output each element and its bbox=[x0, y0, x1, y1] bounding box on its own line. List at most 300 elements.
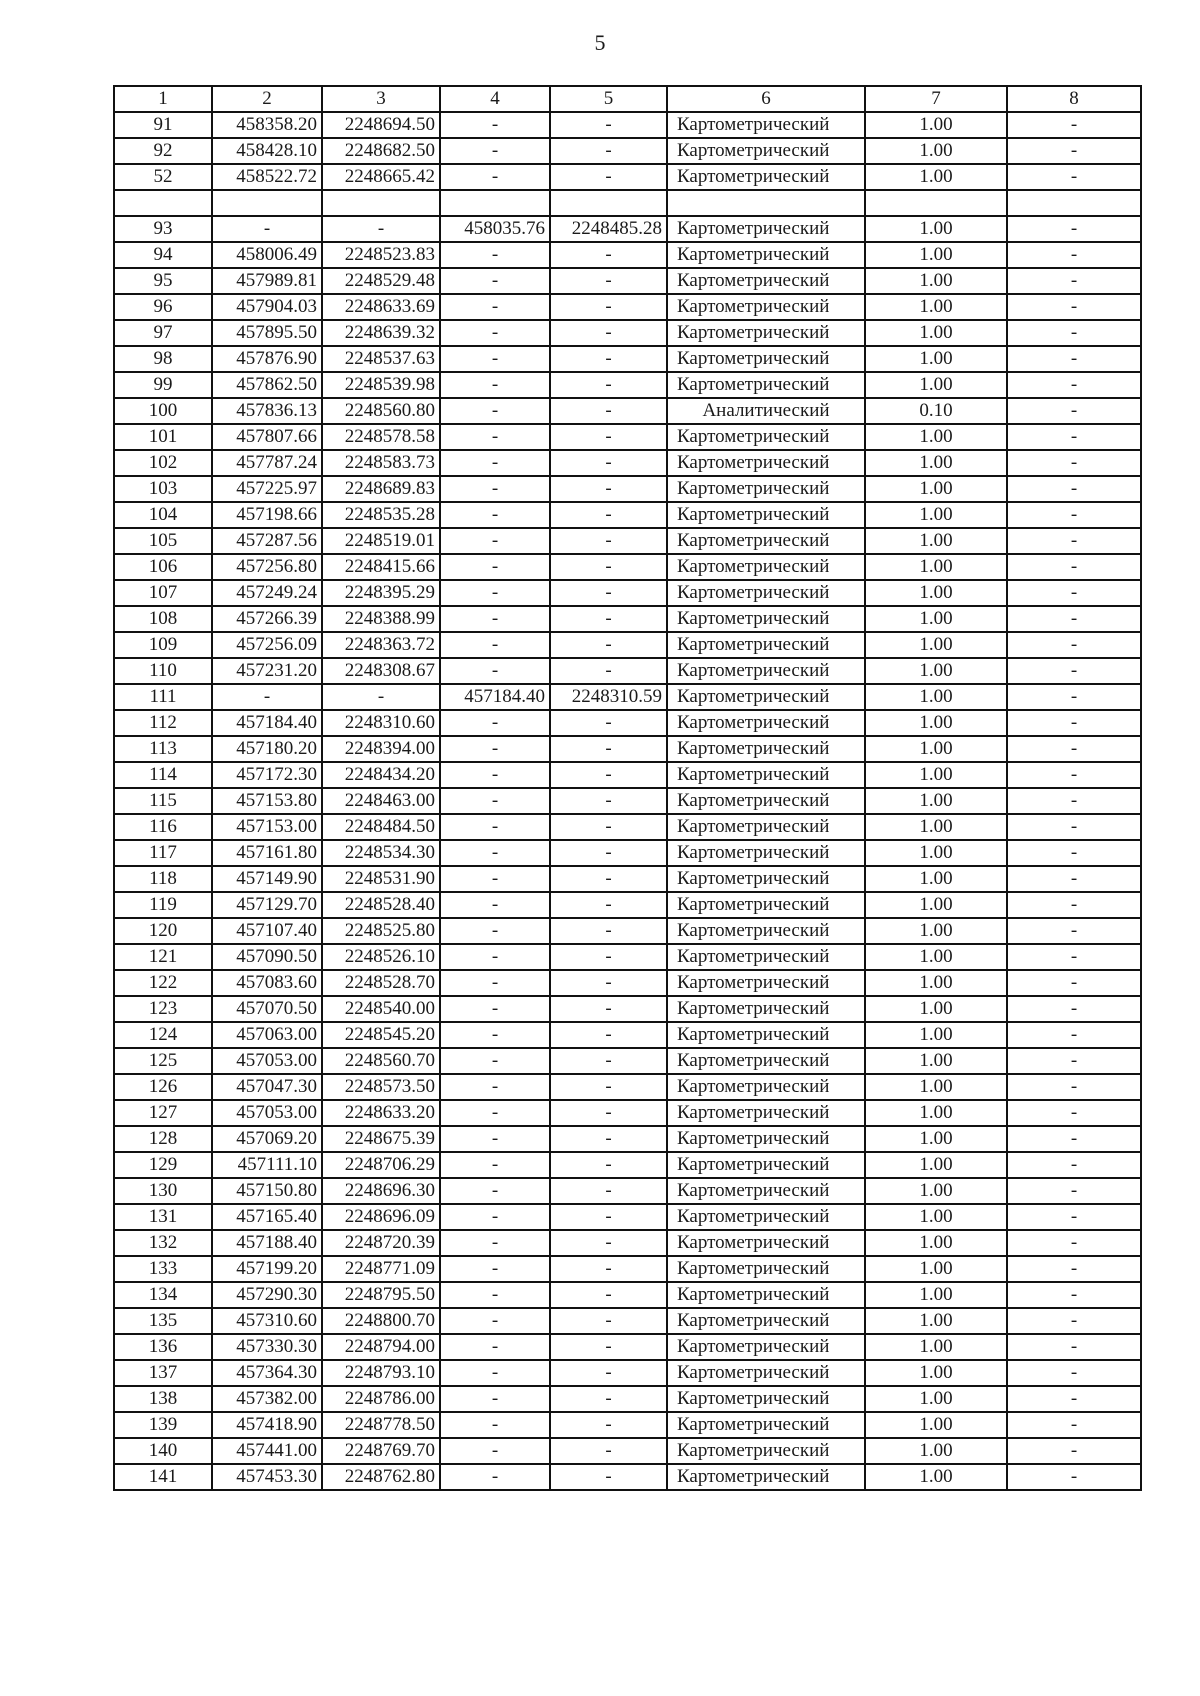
new-x-coordinate-cell: - bbox=[440, 1334, 550, 1360]
point-number-cell: 128 bbox=[114, 1126, 212, 1152]
x-coordinate-cell: 457441.00 bbox=[212, 1438, 322, 1464]
accuracy-cell: 1.00 bbox=[865, 606, 1007, 632]
point-number-cell: 97 bbox=[114, 320, 212, 346]
new-x-coordinate-cell: 457184.40 bbox=[440, 684, 550, 710]
description-cell: - bbox=[1007, 1256, 1141, 1282]
accuracy-cell: 1.00 bbox=[865, 1334, 1007, 1360]
description-cell bbox=[1007, 190, 1141, 216]
table-row bbox=[114, 424, 1141, 450]
new-x-coordinate-cell: - bbox=[440, 1256, 550, 1282]
description-cell: - bbox=[1007, 554, 1141, 580]
table-row bbox=[114, 398, 1141, 424]
x-coordinate-cell: 457172.30 bbox=[212, 762, 322, 788]
column-header: 1 bbox=[114, 86, 212, 112]
new-x-coordinate-cell: - bbox=[440, 892, 550, 918]
method-cell: Картометрический bbox=[667, 112, 865, 138]
accuracy-cell: 1.00 bbox=[865, 684, 1007, 710]
table-row bbox=[114, 554, 1141, 580]
new-x-coordinate-cell: 458035.76 bbox=[440, 216, 550, 242]
method-cell: Аналитический bbox=[667, 398, 865, 424]
accuracy-cell: 1.00 bbox=[865, 372, 1007, 398]
y-coordinate-cell: 2248395.29 bbox=[322, 580, 440, 606]
description-cell: - bbox=[1007, 398, 1141, 424]
new-y-coordinate-cell: - bbox=[550, 1178, 667, 1204]
accuracy-cell: 1.00 bbox=[865, 1386, 1007, 1412]
y-coordinate-cell: 2248793.10 bbox=[322, 1360, 440, 1386]
table-row bbox=[114, 164, 1141, 190]
method-cell: Картометрический bbox=[667, 1334, 865, 1360]
column-header: 3 bbox=[322, 86, 440, 112]
method-cell: Картометрический bbox=[667, 138, 865, 164]
point-number-cell: 93 bbox=[114, 216, 212, 242]
x-coordinate-cell: 457047.30 bbox=[212, 1074, 322, 1100]
point-number-cell: 129 bbox=[114, 1152, 212, 1178]
new-x-coordinate-cell: - bbox=[440, 1074, 550, 1100]
new-x-coordinate-cell: - bbox=[440, 762, 550, 788]
accuracy-cell bbox=[865, 190, 1007, 216]
y-coordinate-cell: 2248675.39 bbox=[322, 1126, 440, 1152]
y-coordinate-cell bbox=[322, 190, 440, 216]
description-cell: - bbox=[1007, 632, 1141, 658]
x-coordinate-cell: 457287.56 bbox=[212, 528, 322, 554]
accuracy-cell: 1.00 bbox=[865, 1308, 1007, 1334]
point-number-cell: 120 bbox=[114, 918, 212, 944]
description-cell: - bbox=[1007, 1204, 1141, 1230]
y-coordinate-cell: 2248534.30 bbox=[322, 840, 440, 866]
y-coordinate-cell: 2248771.09 bbox=[322, 1256, 440, 1282]
y-coordinate-cell: 2248394.00 bbox=[322, 736, 440, 762]
method-cell: Картометрический bbox=[667, 970, 865, 996]
new-y-coordinate-cell: - bbox=[550, 528, 667, 554]
description-cell: - bbox=[1007, 164, 1141, 190]
new-y-coordinate-cell: - bbox=[550, 1386, 667, 1412]
y-coordinate-cell: 2248526.10 bbox=[322, 944, 440, 970]
x-coordinate-cell: 457382.00 bbox=[212, 1386, 322, 1412]
description-cell: - bbox=[1007, 736, 1141, 762]
point-number-cell: 115 bbox=[114, 788, 212, 814]
method-cell: Картометрический bbox=[667, 1386, 865, 1412]
new-y-coordinate-cell: - bbox=[550, 944, 667, 970]
description-cell: - bbox=[1007, 1282, 1141, 1308]
x-coordinate-cell: 457862.50 bbox=[212, 372, 322, 398]
table-row bbox=[114, 190, 1141, 216]
table-row bbox=[114, 1386, 1141, 1412]
method-cell: Картометрический bbox=[667, 268, 865, 294]
y-coordinate-cell: 2248778.50 bbox=[322, 1412, 440, 1438]
method-cell: Картометрический bbox=[667, 528, 865, 554]
accuracy-cell: 1.00 bbox=[865, 242, 1007, 268]
y-coordinate-cell: 2248786.00 bbox=[322, 1386, 440, 1412]
method-cell: Картометрический bbox=[667, 164, 865, 190]
point-number-cell: 96 bbox=[114, 294, 212, 320]
point-number-cell: 135 bbox=[114, 1308, 212, 1334]
point-number-cell: 117 bbox=[114, 840, 212, 866]
new-x-coordinate-cell: - bbox=[440, 814, 550, 840]
x-coordinate-cell: 457161.80 bbox=[212, 840, 322, 866]
column-header: 8 bbox=[1007, 86, 1141, 112]
description-cell: - bbox=[1007, 996, 1141, 1022]
point-number-cell: 131 bbox=[114, 1204, 212, 1230]
x-coordinate-cell: 457153.80 bbox=[212, 788, 322, 814]
accuracy-cell: 1.00 bbox=[865, 268, 1007, 294]
description-cell: - bbox=[1007, 1022, 1141, 1048]
new-x-coordinate-cell: - bbox=[440, 268, 550, 294]
new-y-coordinate-cell: - bbox=[550, 346, 667, 372]
method-cell: Картометрический bbox=[667, 684, 865, 710]
y-coordinate-cell: 2248539.98 bbox=[322, 372, 440, 398]
y-coordinate-cell: 2248528.70 bbox=[322, 970, 440, 996]
method-cell: Картометрический bbox=[667, 450, 865, 476]
new-y-coordinate-cell: - bbox=[550, 398, 667, 424]
new-x-coordinate-cell: - bbox=[440, 1204, 550, 1230]
table-row bbox=[114, 684, 1141, 710]
x-coordinate-cell: 457787.24 bbox=[212, 450, 322, 476]
table-row bbox=[114, 502, 1141, 528]
new-y-coordinate-cell: - bbox=[550, 1074, 667, 1100]
point-number-cell: 121 bbox=[114, 944, 212, 970]
accuracy-cell: 1.00 bbox=[865, 1074, 1007, 1100]
method-cell: Картометрический bbox=[667, 866, 865, 892]
new-y-coordinate-cell: - bbox=[550, 1100, 667, 1126]
point-number-cell: 116 bbox=[114, 814, 212, 840]
x-coordinate-cell: 457198.66 bbox=[212, 502, 322, 528]
method-cell: Картометрический bbox=[667, 632, 865, 658]
description-cell: - bbox=[1007, 580, 1141, 606]
description-cell: - bbox=[1007, 1152, 1141, 1178]
y-coordinate-cell: 2248525.80 bbox=[322, 918, 440, 944]
accuracy-cell: 0.10 bbox=[865, 398, 1007, 424]
point-number-cell: 99 bbox=[114, 372, 212, 398]
new-x-coordinate-cell: - bbox=[440, 1100, 550, 1126]
new-x-coordinate-cell: - bbox=[440, 606, 550, 632]
method-cell: Картометрический bbox=[667, 554, 865, 580]
point-number-cell: 109 bbox=[114, 632, 212, 658]
new-x-coordinate-cell: - bbox=[440, 164, 550, 190]
new-x-coordinate-cell: - bbox=[440, 1438, 550, 1464]
table-row bbox=[114, 1282, 1141, 1308]
column-header: 6 bbox=[667, 86, 865, 112]
new-y-coordinate-cell: - bbox=[550, 840, 667, 866]
column-header: 4 bbox=[440, 86, 550, 112]
point-number-cell: 112 bbox=[114, 710, 212, 736]
new-x-coordinate-cell: - bbox=[440, 1022, 550, 1048]
point-number-cell: 95 bbox=[114, 268, 212, 294]
x-coordinate-cell: 457256.80 bbox=[212, 554, 322, 580]
y-coordinate-cell: 2248388.99 bbox=[322, 606, 440, 632]
new-x-coordinate-cell: - bbox=[440, 1282, 550, 1308]
new-y-coordinate-cell: - bbox=[550, 1282, 667, 1308]
y-coordinate-cell: 2248633.20 bbox=[322, 1100, 440, 1126]
y-coordinate-cell: 2248573.50 bbox=[322, 1074, 440, 1100]
x-coordinate-cell: 457184.40 bbox=[212, 710, 322, 736]
new-x-coordinate-cell: - bbox=[440, 970, 550, 996]
method-cell: Картометрический bbox=[667, 294, 865, 320]
accuracy-cell: 1.00 bbox=[865, 840, 1007, 866]
accuracy-cell: 1.00 bbox=[865, 1022, 1007, 1048]
new-x-coordinate-cell: - bbox=[440, 788, 550, 814]
table-row bbox=[114, 1308, 1141, 1334]
table-row bbox=[114, 268, 1141, 294]
x-coordinate-cell: 457807.66 bbox=[212, 424, 322, 450]
new-x-coordinate-cell: - bbox=[440, 1152, 550, 1178]
accuracy-cell: 1.00 bbox=[865, 216, 1007, 242]
point-number-cell: 140 bbox=[114, 1438, 212, 1464]
new-x-coordinate-cell: - bbox=[440, 918, 550, 944]
point-number-cell: 126 bbox=[114, 1074, 212, 1100]
accuracy-cell: 1.00 bbox=[865, 164, 1007, 190]
x-coordinate-cell: - bbox=[212, 684, 322, 710]
x-coordinate-cell: 457231.20 bbox=[212, 658, 322, 684]
table-body bbox=[114, 112, 1141, 1490]
page-number: 5 bbox=[594, 30, 606, 55]
description-cell: - bbox=[1007, 1100, 1141, 1126]
y-coordinate-cell: 2248762.80 bbox=[322, 1464, 440, 1490]
new-x-coordinate-cell: - bbox=[440, 658, 550, 684]
new-x-coordinate-cell: - bbox=[440, 476, 550, 502]
table-row bbox=[114, 476, 1141, 502]
y-coordinate-cell: 2248535.28 bbox=[322, 502, 440, 528]
new-x-coordinate-cell: - bbox=[440, 112, 550, 138]
point-number-cell: 118 bbox=[114, 866, 212, 892]
x-coordinate-cell: 458006.49 bbox=[212, 242, 322, 268]
point-number-cell: 130 bbox=[114, 1178, 212, 1204]
table-row bbox=[114, 1438, 1141, 1464]
description-cell: - bbox=[1007, 112, 1141, 138]
description-cell: - bbox=[1007, 944, 1141, 970]
y-coordinate-cell: 2248415.66 bbox=[322, 554, 440, 580]
y-coordinate-cell: 2248545.20 bbox=[322, 1022, 440, 1048]
table-row bbox=[114, 1412, 1141, 1438]
y-coordinate-cell: 2248560.80 bbox=[322, 398, 440, 424]
new-y-coordinate-cell: - bbox=[550, 710, 667, 736]
x-coordinate-cell: 457069.20 bbox=[212, 1126, 322, 1152]
x-coordinate-cell: 457310.60 bbox=[212, 1308, 322, 1334]
x-coordinate-cell: 457083.60 bbox=[212, 970, 322, 996]
point-number-cell: 52 bbox=[114, 164, 212, 190]
method-cell: Картометрический bbox=[667, 1074, 865, 1100]
description-cell: - bbox=[1007, 1386, 1141, 1412]
x-coordinate-cell: 457053.00 bbox=[212, 1048, 322, 1074]
point-number-cell: 132 bbox=[114, 1230, 212, 1256]
new-x-coordinate-cell: - bbox=[440, 346, 550, 372]
description-cell: - bbox=[1007, 1048, 1141, 1074]
y-coordinate-cell: 2248463.00 bbox=[322, 788, 440, 814]
accuracy-cell: 1.00 bbox=[865, 554, 1007, 580]
description-cell: - bbox=[1007, 216, 1141, 242]
y-coordinate-cell: - bbox=[322, 684, 440, 710]
x-coordinate-cell: 458522.72 bbox=[212, 164, 322, 190]
new-x-coordinate-cell: - bbox=[440, 1048, 550, 1074]
new-y-coordinate-cell: - bbox=[550, 1334, 667, 1360]
x-coordinate-cell: 457290.30 bbox=[212, 1282, 322, 1308]
description-cell: - bbox=[1007, 710, 1141, 736]
method-cell: Картометрический bbox=[667, 1256, 865, 1282]
new-x-coordinate-cell: - bbox=[440, 944, 550, 970]
accuracy-cell: 1.00 bbox=[865, 1178, 1007, 1204]
table-row bbox=[114, 944, 1141, 970]
new-y-coordinate-cell: - bbox=[550, 450, 667, 476]
method-cell: Картометрический bbox=[667, 814, 865, 840]
table-row bbox=[114, 320, 1141, 346]
method-cell: Картометрический bbox=[667, 476, 865, 502]
new-x-coordinate-cell: - bbox=[440, 554, 550, 580]
method-cell: Картометрический bbox=[667, 892, 865, 918]
new-y-coordinate-cell: - bbox=[550, 1204, 667, 1230]
table-row bbox=[114, 918, 1141, 944]
method-cell: Картометрический bbox=[667, 580, 865, 606]
new-y-coordinate-cell: - bbox=[550, 164, 667, 190]
method-cell: Картометрический bbox=[667, 1126, 865, 1152]
x-coordinate-cell: 457266.39 bbox=[212, 606, 322, 632]
new-x-coordinate-cell: - bbox=[440, 1360, 550, 1386]
new-y-coordinate-cell: - bbox=[550, 294, 667, 320]
method-cell: Картометрический bbox=[667, 788, 865, 814]
description-cell: - bbox=[1007, 528, 1141, 554]
method-cell: Картометрический bbox=[667, 424, 865, 450]
x-coordinate-cell: 457836.13 bbox=[212, 398, 322, 424]
table-row bbox=[114, 528, 1141, 554]
method-cell: Картометрический bbox=[667, 1438, 865, 1464]
x-coordinate-cell: 457249.24 bbox=[212, 580, 322, 606]
new-x-coordinate-cell: - bbox=[440, 580, 550, 606]
x-coordinate-cell: 457107.40 bbox=[212, 918, 322, 944]
y-coordinate-cell: 2248484.50 bbox=[322, 814, 440, 840]
table-row bbox=[114, 1074, 1141, 1100]
accuracy-cell: 1.00 bbox=[865, 996, 1007, 1022]
table-row bbox=[114, 892, 1141, 918]
x-coordinate-cell: 457876.90 bbox=[212, 346, 322, 372]
table-row bbox=[114, 840, 1141, 866]
y-coordinate-cell: 2248633.69 bbox=[322, 294, 440, 320]
y-coordinate-cell: 2248706.29 bbox=[322, 1152, 440, 1178]
point-number-cell: 91 bbox=[114, 112, 212, 138]
new-y-coordinate-cell: - bbox=[550, 918, 667, 944]
new-y-coordinate-cell: - bbox=[550, 112, 667, 138]
new-y-coordinate-cell: - bbox=[550, 632, 667, 658]
column-header: 5 bbox=[550, 86, 667, 112]
y-coordinate-cell: 2248696.09 bbox=[322, 1204, 440, 1230]
point-number-cell: 107 bbox=[114, 580, 212, 606]
x-coordinate-cell: 457153.00 bbox=[212, 814, 322, 840]
table-row bbox=[114, 1152, 1141, 1178]
y-coordinate-cell: 2248696.30 bbox=[322, 1178, 440, 1204]
point-number-cell: 123 bbox=[114, 996, 212, 1022]
x-coordinate-cell bbox=[212, 190, 322, 216]
accuracy-cell: 1.00 bbox=[865, 476, 1007, 502]
table-row bbox=[114, 1022, 1141, 1048]
x-coordinate-cell: 457111.10 bbox=[212, 1152, 322, 1178]
description-cell: - bbox=[1007, 1438, 1141, 1464]
x-coordinate-cell: 457364.30 bbox=[212, 1360, 322, 1386]
new-y-coordinate-cell: - bbox=[550, 1022, 667, 1048]
y-coordinate-cell: 2248519.01 bbox=[322, 528, 440, 554]
method-cell: Картометрический bbox=[667, 1412, 865, 1438]
accuracy-cell: 1.00 bbox=[865, 892, 1007, 918]
description-cell: - bbox=[1007, 424, 1141, 450]
point-number-cell: 108 bbox=[114, 606, 212, 632]
new-x-coordinate-cell: - bbox=[440, 372, 550, 398]
x-coordinate-cell: 457180.20 bbox=[212, 736, 322, 762]
y-coordinate-cell: 2248665.42 bbox=[322, 164, 440, 190]
accuracy-cell: 1.00 bbox=[865, 112, 1007, 138]
description-cell: - bbox=[1007, 658, 1141, 684]
x-coordinate-cell: 457129.70 bbox=[212, 892, 322, 918]
y-coordinate-cell: 2248578.58 bbox=[322, 424, 440, 450]
accuracy-cell: 1.00 bbox=[865, 866, 1007, 892]
accuracy-cell: 1.00 bbox=[865, 1048, 1007, 1074]
new-y-coordinate-cell: - bbox=[550, 268, 667, 294]
accuracy-cell: 1.00 bbox=[865, 1230, 1007, 1256]
point-number-cell: 141 bbox=[114, 1464, 212, 1490]
table-row bbox=[114, 866, 1141, 892]
table-row bbox=[114, 606, 1141, 632]
description-cell: - bbox=[1007, 1074, 1141, 1100]
new-x-coordinate-cell: - bbox=[440, 632, 550, 658]
point-number-cell: 122 bbox=[114, 970, 212, 996]
description-cell: - bbox=[1007, 1360, 1141, 1386]
table-row bbox=[114, 580, 1141, 606]
new-y-coordinate-cell: - bbox=[550, 1308, 667, 1334]
method-cell: Картометрический bbox=[667, 996, 865, 1022]
accuracy-cell: 1.00 bbox=[865, 1464, 1007, 1490]
new-y-coordinate-cell: - bbox=[550, 970, 667, 996]
table-row bbox=[114, 1360, 1141, 1386]
description-cell: - bbox=[1007, 476, 1141, 502]
new-y-coordinate-cell: - bbox=[550, 242, 667, 268]
table-row bbox=[114, 762, 1141, 788]
new-x-coordinate-cell: - bbox=[440, 138, 550, 164]
method-cell: Картометрический bbox=[667, 1022, 865, 1048]
new-y-coordinate-cell: - bbox=[550, 580, 667, 606]
x-coordinate-cell: 457330.30 bbox=[212, 1334, 322, 1360]
accuracy-cell: 1.00 bbox=[865, 814, 1007, 840]
point-number-cell: 138 bbox=[114, 1386, 212, 1412]
new-y-coordinate-cell: - bbox=[550, 1230, 667, 1256]
new-y-coordinate-cell: - bbox=[550, 866, 667, 892]
new-y-coordinate-cell: - bbox=[550, 320, 667, 346]
method-cell bbox=[667, 190, 865, 216]
y-coordinate-cell: 2248689.83 bbox=[322, 476, 440, 502]
description-cell: - bbox=[1007, 814, 1141, 840]
new-x-coordinate-cell: - bbox=[440, 840, 550, 866]
new-y-coordinate-cell: - bbox=[550, 1256, 667, 1282]
x-coordinate-cell: 457895.50 bbox=[212, 320, 322, 346]
new-x-coordinate-cell: - bbox=[440, 1230, 550, 1256]
new-y-coordinate-cell: - bbox=[550, 1152, 667, 1178]
point-number-cell: 127 bbox=[114, 1100, 212, 1126]
y-coordinate-cell: 2248531.90 bbox=[322, 866, 440, 892]
y-coordinate-cell: 2248523.83 bbox=[322, 242, 440, 268]
method-cell: Картометрический bbox=[667, 502, 865, 528]
point-number-cell: 102 bbox=[114, 450, 212, 476]
y-coordinate-cell: 2248560.70 bbox=[322, 1048, 440, 1074]
point-number-cell: 94 bbox=[114, 242, 212, 268]
new-y-coordinate-cell: - bbox=[550, 1048, 667, 1074]
table-row bbox=[114, 710, 1141, 736]
method-cell: Картометрический bbox=[667, 1152, 865, 1178]
table-row bbox=[114, 1204, 1141, 1230]
method-cell: Картометрический bbox=[667, 918, 865, 944]
method-cell: Картометрический bbox=[667, 1048, 865, 1074]
description-cell: - bbox=[1007, 918, 1141, 944]
new-y-coordinate-cell: 2248310.59 bbox=[550, 684, 667, 710]
new-y-coordinate-cell: - bbox=[550, 502, 667, 528]
method-cell: Картометрический bbox=[667, 320, 865, 346]
y-coordinate-cell: 2248529.48 bbox=[322, 268, 440, 294]
description-cell: - bbox=[1007, 762, 1141, 788]
x-coordinate-cell: 457225.97 bbox=[212, 476, 322, 502]
method-cell: Картометрический bbox=[667, 346, 865, 372]
